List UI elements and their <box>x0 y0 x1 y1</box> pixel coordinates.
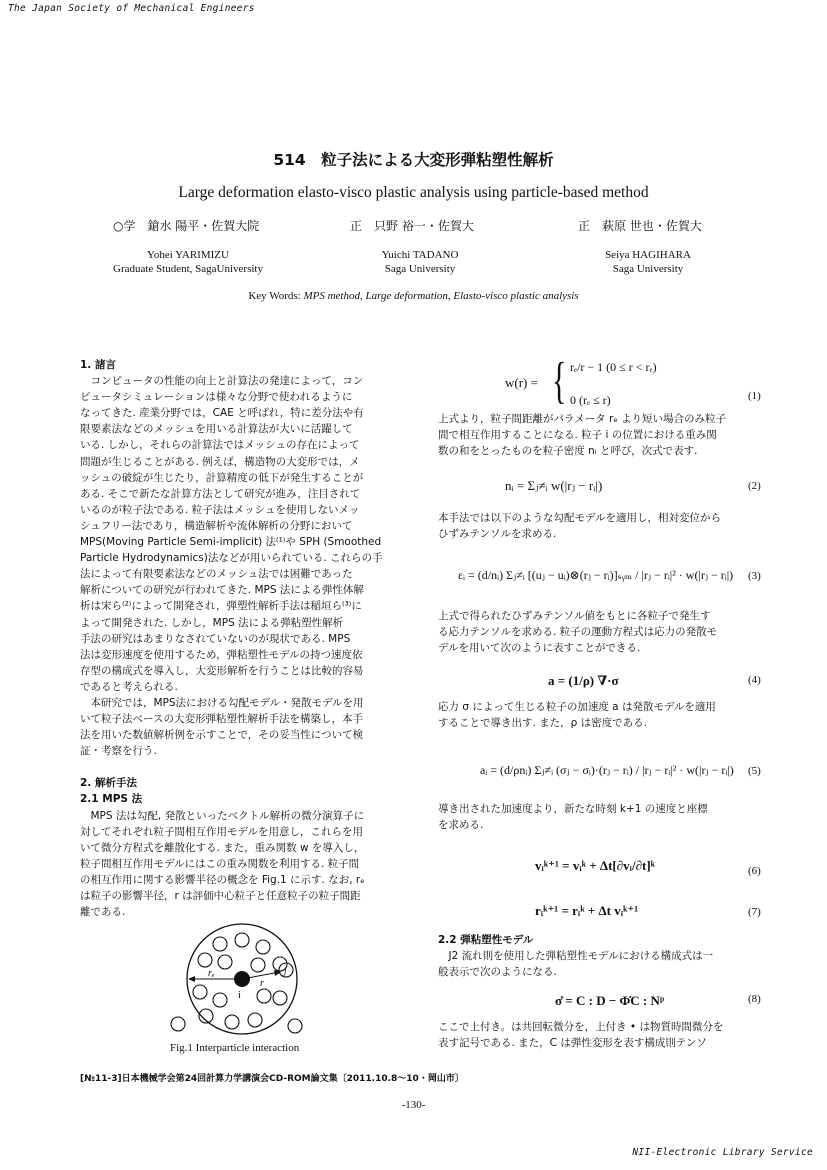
text-line: 本研究では，MPS法における勾配モデル・発散モデルを用 <box>90 696 364 709</box>
author-en-affil: Saga University <box>612 263 684 275</box>
section-2-1-heading: 2.1 MPS 法 <box>80 793 143 806</box>
text-line: Particle Hydrodynamics)法などが用いられている. これらの手 <box>80 552 383 565</box>
proceedings-line: [№11-3]日本機械学会第24回計算力学講演会CD-ROM論文集〔2011.10.8〜10・岡山市〕 <box>80 1074 464 1084</box>
equation-1-brace: { <box>552 352 567 409</box>
text-line: なってきた. 産業分野では，CAE と呼ばれ，特に差分法や有 <box>80 407 364 420</box>
author-en-2 <box>330 248 510 276</box>
text-line: ここで上付き。は共回転微分を，上付き • は物質時間微分を <box>438 1021 724 1033</box>
text-line: 法によって有限要素法などのメッシュ法では困難であった <box>80 568 353 581</box>
particle <box>257 989 271 1003</box>
left-column <box>80 357 410 920</box>
section-2-heading: 2. 解析手法 <box>80 777 137 790</box>
text-line: 法は変形速度を使用するため，弾粘塑性モデルの持つ速度依 <box>80 648 363 661</box>
equation-3-number: (3) <box>748 570 761 582</box>
text-line: 法を用いた数値解析例を示すことで，その妥当性について検 <box>80 729 364 742</box>
author-en-name: Yohei YARIMIZU <box>147 249 229 261</box>
text-line: デルを用いて次のように表すことができる. <box>438 642 641 655</box>
text-line: 対してそれぞれ粒子間相互作用モデルを用意し，これらを用 <box>80 825 363 838</box>
text-line: MPS(Moving Particle Semi-implicit) 法⁽¹⁾や SPH (Smoothed <box>80 536 382 549</box>
text-line: 解析についての研究が行われてきた. MPS 法による弾性体解 <box>80 584 364 597</box>
text-line: ある. そこで新たな計算方法として研究が進み，注目されて <box>80 487 361 500</box>
text-line: 上式より，粒子間距離がパラメータ rₑ より短い場合のみ粒子 <box>438 413 727 425</box>
text-line: 離である. <box>80 906 126 919</box>
particle <box>273 991 287 1005</box>
intro-paragraph-2 <box>80 695 410 759</box>
text-line: 析は宋ら⁽²⁾によって開発され，弾塑性解析手法は稲垣ら⁽³⁾に <box>80 600 362 613</box>
page-number: -130- <box>401 1099 426 1111</box>
particle <box>235 933 249 947</box>
particle <box>213 937 227 951</box>
text-line: を求める. <box>438 819 484 832</box>
text-line: MPS 法は勾配, 発散といったベクトル解析の微分演算子に <box>90 809 365 822</box>
keywords-label: Key Words: <box>248 290 301 302</box>
right-text-4 <box>438 699 768 731</box>
text-line: よって開発された. しかし，MPS 法による弾粘塑性解析 <box>80 616 344 629</box>
particle <box>251 958 265 972</box>
text-line: 限要素法などのメッシュを用いる計算法が大いに活躍して <box>80 423 353 436</box>
text-line: 証・考察を行う. <box>80 745 157 758</box>
text-line: 問題が生じることがある. 例えば，構造物の大変形では，メ <box>80 455 360 468</box>
author-jp-3: 正 萩原 世也・佐賀大 <box>578 219 702 233</box>
section-2-2-heading: 2.2 弾粘塑性モデル <box>438 934 534 946</box>
text-line: 数の和をとったものを粒子密度 nᵢ と呼び，次式で表す. <box>438 445 698 458</box>
equation-5: aᵢ = (d/ρnᵢ) Σⱼ≠ᵢ (σⱼ − σᵢ)·(rⱼ − rᵢ) / |rⱼ − rᵢ|² · w(|rⱼ − rᵢ|) <box>480 763 734 777</box>
interparticle-figure <box>160 922 320 1040</box>
particle <box>288 1019 302 1033</box>
text-line: ッシュの破綻が生じたり，計算精度の低下が発生することが <box>80 471 364 484</box>
keywords <box>0 290 827 302</box>
text-line: することで導き出す. また，ρ は密度である. <box>438 717 648 730</box>
particle <box>225 1015 239 1029</box>
author-en-name: Yuichi TADANO <box>381 249 459 261</box>
re-arrowhead <box>188 976 195 982</box>
right-text-5 <box>438 801 768 833</box>
equation-8: σ̊ = C : D − Φ̇C : Nᵖ <box>555 993 665 1008</box>
equation-6-number: (6) <box>748 865 761 877</box>
text-line: は粒子の影響半径，r は評価中心粒子と任意粒子の粒子間距 <box>80 890 361 902</box>
right-text-3 <box>438 608 768 656</box>
j-label: j <box>284 966 287 976</box>
text-line: いて微分方程式を離散化する. また，重み関数 w を導入し， <box>80 841 365 854</box>
equation-7-number: (7) <box>748 906 761 918</box>
text-line: 表す記号である. また，C は弾性変形を表す構成則テンソ <box>438 1037 707 1050</box>
text-line: であると考えられる. <box>80 680 178 693</box>
right-text-1 <box>438 411 768 459</box>
intro-paragraph-1 <box>80 373 410 695</box>
particle <box>193 985 207 999</box>
text-line: 応力 σ によって生じる粒子の加速度 a は発散モデルを適用 <box>438 701 716 713</box>
paper-title: 514 粒子法による大変形弾粘塑性解析 <box>273 151 554 169</box>
equation-1-case-1: rₑ/r − 1 (0 ≤ r < rₑ) <box>570 360 657 374</box>
figure-1-caption: Fig.1 Interparticle interaction <box>170 1042 300 1054</box>
equation-1-lhs: w(r) = <box>505 375 538 390</box>
equation-2: nᵢ = Σⱼ≠ᵢ w(|rⱼ − rᵢ|) <box>505 478 603 493</box>
equation-6: vᵢᵏ⁺¹ = vᵢᵏ + Δt[∂vᵢ/∂t]ᵏ <box>535 858 656 873</box>
text-line: 存型の構成式を導入し，大変形解析を行うことは比較的容易 <box>80 664 364 677</box>
i-label: i <box>238 990 241 1001</box>
text-line: 手法の研究はあまりなされていないのが現状である. MPS <box>80 632 351 645</box>
particle <box>248 1013 262 1027</box>
text-line: ひずみテンソルを求める. <box>438 528 557 541</box>
author-en-name: Seiya HAGIHARA <box>605 249 691 261</box>
text-line: ピュータシミュレーションは様々な分野で使われるように <box>80 391 353 404</box>
society-header: The Japan Society of Mechanical Engineers <box>8 3 255 14</box>
particle <box>218 955 232 969</box>
r-label: r <box>260 978 264 989</box>
text-line: いて粒子法ベースの大変形弾粘塑性解析手法を構築し，本手 <box>80 713 363 726</box>
equation-1-case-2: 0 (rₑ ≤ r) <box>570 393 611 407</box>
section-1-heading: 1. 諸言 <box>80 359 116 371</box>
equation-3: εᵢ = (d/nᵢ) Σⱼ≠ᵢ [(uⱼ − uᵢ)⊗(rⱼ − rᵢ)]ₛᵧₘ / |rⱼ − rᵢ|² · w(|rⱼ − rᵢ|) <box>458 568 734 582</box>
text-line: J2 流れ則を使用した弾粘塑性モデルにおける構成式は一 <box>448 950 714 963</box>
library-footer: NII-Electronic Library Service <box>632 1147 813 1158</box>
equation-4: a = (1/ρ) ∇·σ <box>548 673 619 688</box>
text-line: 間で相互作用することになる. 粒子 i の位置における重み関 <box>438 429 717 442</box>
author-jp-2: 正 只野 裕一・佐賀大 <box>350 219 474 233</box>
text-line: 粒子間相互作用モデルにはこの重み関数を利用する. 粒子間 <box>80 857 360 870</box>
particle <box>171 1017 185 1031</box>
particle <box>213 993 227 1007</box>
right-text-6 <box>438 932 768 980</box>
text-line: 導き出された加速度より，新たな時刻 k+1 の速度と座標 <box>438 803 708 815</box>
text-line: シュフリー法であり，構造解析や流体解析の分野において <box>80 519 353 532</box>
author-en-affil: Graduate Student, SagaUniversity <box>113 263 263 275</box>
text-line: コンピュータの性能の向上と計算法の発達によって，コン <box>90 375 364 388</box>
particle <box>256 940 270 954</box>
author-jp-1: ○学 鎗水 陽平・佐賀大院 <box>113 219 260 233</box>
keywords-list: MPS method, Large deformation, Elasto-visco plastic analysis <box>303 290 579 302</box>
paper-subtitle: Large deformation elasto-visco plastic analysis using particle-based method <box>178 184 649 201</box>
text-line: いるのが粒子法である. 粒子法はメッシュを使用しないメッ <box>80 503 360 516</box>
equation-7: rᵢᵏ⁺¹ = rᵢᵏ + Δt vᵢᵏ⁺¹ <box>535 903 639 918</box>
text-line: いる. しかし，それらの計算法ではメッシュの存在によって <box>80 439 360 452</box>
equation-8-number: (8) <box>748 993 761 1005</box>
author-en-affil: Saga University <box>384 263 456 275</box>
equation-4-number: (4) <box>748 674 761 686</box>
mps-paragraph <box>80 808 410 921</box>
text-line: の相互作用に関する影響半径の概念を Fig.1 に示す. なお, rₑ <box>80 873 365 886</box>
right-text-2 <box>438 510 768 542</box>
text-line: 般表示で次のようになる. <box>438 966 557 979</box>
author-en-1 <box>98 248 278 276</box>
re-label: rₑ <box>208 968 215 979</box>
equation-2-number: (2) <box>748 480 761 492</box>
right-text-7 <box>438 1019 768 1051</box>
text-line: 上式で得られたひずみテンソル値をもとに各粒子で発生す <box>438 610 711 622</box>
text-line: る応力テンソルを求める. 粒子の運動方程式は応力の発散モ <box>438 626 718 639</box>
particle <box>198 953 212 967</box>
text-line: 本手法では以下のような勾配モデルを適用し，相対変位から <box>438 512 721 524</box>
equation-5-number: (5) <box>748 765 761 777</box>
author-en-3 <box>558 248 738 276</box>
equation-1-number: (1) <box>748 390 761 402</box>
